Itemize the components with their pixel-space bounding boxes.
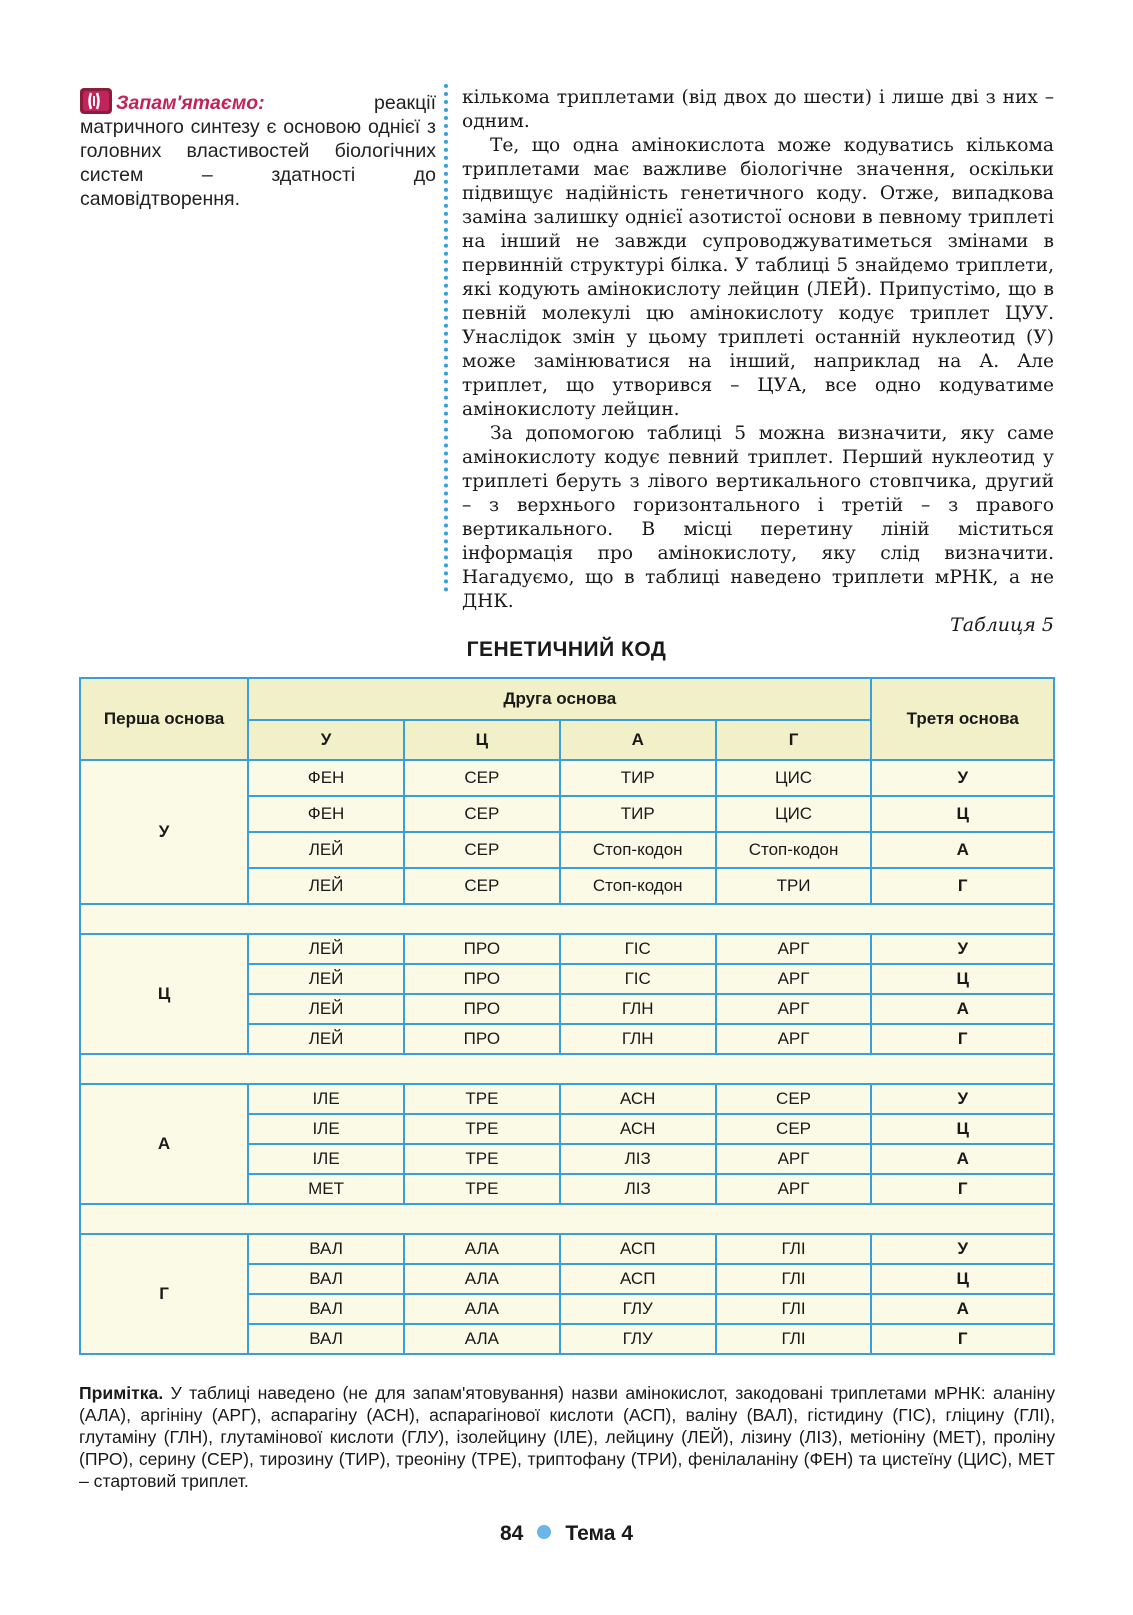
remember-note bbox=[80, 88, 436, 211]
codon-cell: АРГ bbox=[716, 1144, 872, 1174]
topic-label: Тема 4 bbox=[565, 1522, 633, 1545]
second-base-label: Ц bbox=[404, 720, 560, 760]
codon-cell: ТИР bbox=[560, 796, 716, 832]
codon-cell: АЛА bbox=[404, 1234, 560, 1264]
third-base-cell: А bbox=[871, 832, 1054, 868]
table-caption: Таблиця 5 bbox=[950, 614, 1054, 636]
codon-cell: АЛА bbox=[404, 1324, 560, 1354]
codon-cell: ЛЕЙ bbox=[248, 934, 404, 964]
codon-cell: ЛЕЙ bbox=[248, 964, 404, 994]
codon-cell: ЦИС bbox=[716, 796, 872, 832]
codon-cell: Стоп-кодон bbox=[560, 868, 716, 904]
first-base-cell: Ц bbox=[80, 934, 248, 1054]
codon-cell: ГЛУ bbox=[560, 1324, 716, 1354]
third-base-cell: Ц bbox=[871, 796, 1054, 832]
codon-cell: СЕР bbox=[404, 868, 560, 904]
table-spacer-row bbox=[80, 904, 1054, 934]
column-divider bbox=[444, 84, 448, 592]
codon-cell: ЛЕЙ bbox=[248, 994, 404, 1024]
third-base-cell: А bbox=[871, 1144, 1054, 1174]
codon-cell: Стоп-кодон bbox=[560, 832, 716, 868]
codon-cell: СЕР bbox=[716, 1114, 872, 1144]
codon-cell: ГЛН bbox=[560, 994, 716, 1024]
codon-cell: АСН bbox=[560, 1084, 716, 1114]
codon-cell: ТРЕ bbox=[404, 1114, 560, 1144]
codon-cell: ІЛЕ bbox=[248, 1144, 404, 1174]
third-base-cell: Ц bbox=[871, 1264, 1054, 1294]
codon-cell: АРГ bbox=[716, 994, 872, 1024]
codon-cell: ФЕН bbox=[248, 796, 404, 832]
codon-cell: ТРЕ bbox=[404, 1174, 560, 1204]
third-base-cell: Г bbox=[871, 1174, 1054, 1204]
third-base-cell: Г bbox=[871, 1024, 1054, 1054]
table-row bbox=[80, 1234, 1054, 1264]
codon-cell: ГЛІ bbox=[716, 1294, 872, 1324]
codon-cell: ІЛЕ bbox=[248, 1114, 404, 1144]
codon-cell: ВАЛ bbox=[248, 1264, 404, 1294]
table-title: ГЕНЕТИЧНИЙ КОД bbox=[466, 638, 667, 661]
codon-cell: ГІС bbox=[560, 964, 716, 994]
codon-cell: ВАЛ bbox=[248, 1324, 404, 1354]
second-base-label: У bbox=[248, 720, 404, 760]
second-base-label: Г bbox=[716, 720, 872, 760]
third-base-cell: А bbox=[871, 1294, 1054, 1324]
codon-cell: ГЛУ bbox=[560, 1294, 716, 1324]
codon-cell: ЦИС bbox=[716, 760, 872, 796]
codon-cell: ФЕН bbox=[248, 760, 404, 796]
codon-cell: ТИР bbox=[560, 760, 716, 796]
third-base-cell: У bbox=[871, 1084, 1054, 1114]
remember-text: реакції матричного синтезу є основою однієї з головних властивостей біологічних систем – здатності до самовідтворення. bbox=[80, 92, 436, 210]
codon-cell: Стоп-кодон bbox=[716, 832, 872, 868]
codon-cell: ЛІЗ bbox=[560, 1174, 716, 1204]
codon-cell: СЕР bbox=[404, 832, 560, 868]
paragraph: кількома триплетами (від двох до шести) і лише дві з них – одним. bbox=[462, 87, 1054, 132]
second-base-label: А bbox=[560, 720, 716, 760]
third-base-cell: Ц bbox=[871, 1114, 1054, 1144]
codon-cell: АРГ bbox=[716, 1174, 872, 1204]
codon-cell: ІЛЕ bbox=[248, 1084, 404, 1114]
third-base-cell: У bbox=[871, 934, 1054, 964]
codon-cell: ГЛН bbox=[560, 1024, 716, 1054]
paragraph: Те, що одна амінокислота може кодуватись кількома триплетами має важливе біологічне значення, оскільки підвищує надійність генетичного коду. Отже, випадкова заміна залишку однієї азотистої основи в певному триплеті на інший не завжди супроводжуватиметься змінами в первинній структурі білка. У таблиці 5 знайдемо триплети, які кодують амінокислоту лейцин (ЛЕЙ). Припустімо, що в певній молекулі цю амінокислоту кодує триплет ЦУУ. Унаслідок змін у цьому триплеті останній нуклеотид (У) може замінюватися на інший, наприклад на А. Але триплет, що утворився – ЦУА, все одно кодуватиме амінокислоту лейцин. bbox=[462, 135, 1054, 420]
codon-cell: АРГ bbox=[716, 1024, 872, 1054]
codon-cell: АРГ bbox=[716, 934, 872, 964]
codon-cell: ТРИ bbox=[716, 868, 872, 904]
third-base-cell: Г bbox=[871, 1324, 1054, 1354]
table-spacer-row bbox=[80, 1204, 1054, 1234]
codon-cell: ЛЕЙ bbox=[248, 832, 404, 868]
codon-cell: СЕР bbox=[404, 796, 560, 832]
third-base-cell: Г bbox=[871, 868, 1054, 904]
codon-cell: ГЛІ bbox=[716, 1324, 872, 1354]
codon-cell: ГІС bbox=[560, 934, 716, 964]
codon-cell: АСП bbox=[560, 1264, 716, 1294]
codon-cell: ГЛІ bbox=[716, 1234, 872, 1264]
codon-cell: ПРО bbox=[404, 964, 560, 994]
third-base-cell: У bbox=[871, 760, 1054, 796]
codon-cell: ЛІЗ bbox=[560, 1144, 716, 1174]
remember-icon bbox=[80, 88, 112, 114]
remember-label: Запам'ятаємо: bbox=[116, 92, 265, 114]
codon-cell: МЕТ bbox=[248, 1174, 404, 1204]
codon-cell: АЛА bbox=[404, 1294, 560, 1324]
codon-cell: ПРО bbox=[404, 1024, 560, 1054]
footnote-label: Примітка. bbox=[79, 1383, 164, 1403]
first-base-cell: У bbox=[80, 760, 248, 904]
third-base-cell: У bbox=[871, 1234, 1054, 1264]
footnote-text: У таблиці наведено (не для запам'ятовування) назви амінокислот, закодовані триплетами мРНК: аланіну (АЛА), аргініну (АРГ), аспарагіну (АСН), аспарагінової кислоти (АСП), валіну (ВАЛ), гістидину (ГІС), гліцину (ГЛІ), глутаміну (ГЛН), глутамінової кислоти (ГЛУ), ізолейцину (ІЛЕ), лейцину (ЛЕЙ), лізину (ЛІЗ), метіоніну (МЕТ), проліну (ПРО), серину (СЕР), тирозину (ТИР), треоніну (ТРЕ), триптофану (ТРИ), фенілаланіну (ФЕН) та цистеїну (ЦИС), МЕТ – стартовий триплет. bbox=[79, 1383, 1056, 1491]
header-first-base: Перша основа bbox=[80, 678, 248, 760]
table-row bbox=[80, 934, 1054, 964]
third-base-cell: Ц bbox=[871, 964, 1054, 994]
codon-cell: ТРЕ bbox=[404, 1144, 560, 1174]
codon-cell: СЕР bbox=[716, 1084, 872, 1114]
first-base-cell: А bbox=[80, 1084, 248, 1204]
codon-cell: АЛА bbox=[404, 1264, 560, 1294]
bullet-icon bbox=[537, 1525, 551, 1539]
third-base-cell: А bbox=[871, 994, 1054, 1024]
codon-cell: СЕР bbox=[404, 760, 560, 796]
codon-cell: ТРЕ bbox=[404, 1084, 560, 1114]
first-base-cell: Г bbox=[80, 1234, 248, 1354]
codon-cell: ГЛІ bbox=[716, 1264, 872, 1294]
codon-cell: ПРО bbox=[404, 994, 560, 1024]
codon-cell: ВАЛ bbox=[248, 1294, 404, 1324]
codon-cell: АРГ bbox=[716, 964, 872, 994]
genetic-code-table bbox=[79, 677, 1055, 1355]
table-row bbox=[80, 1084, 1054, 1114]
codon-cell: ВАЛ bbox=[248, 1234, 404, 1264]
main-text bbox=[462, 86, 1054, 614]
header-second-base: Друга основа bbox=[248, 678, 871, 720]
codon-cell: ПРО bbox=[404, 934, 560, 964]
paragraph: За допомогою таблиці 5 можна визначити, яку саме амінокислоту кодує певний триплет. Перший нуклеотид у триплеті беруть з лівого вертикального стовпчика, другий – з верхнього горизонтального і третій – з правого вертикального. В місці перетину ліній міститься інформація про амінокислоту, яку слід визначити. Нагадуємо, що в таблиці наведено триплети мРНК, а не ДНК. bbox=[462, 423, 1054, 612]
page-number: 84 bbox=[500, 1522, 524, 1545]
header-third-base: Третя основа bbox=[871, 678, 1054, 760]
table-row bbox=[80, 760, 1054, 796]
footnote bbox=[79, 1382, 1055, 1492]
codon-cell: ЛЕЙ bbox=[248, 1024, 404, 1054]
codon-cell: ЛЕЙ bbox=[248, 868, 404, 904]
page-footer bbox=[0, 1522, 1133, 1546]
codon-cell: АСП bbox=[560, 1234, 716, 1264]
table-spacer-row bbox=[80, 1054, 1054, 1084]
codon-cell: АСН bbox=[560, 1114, 716, 1144]
